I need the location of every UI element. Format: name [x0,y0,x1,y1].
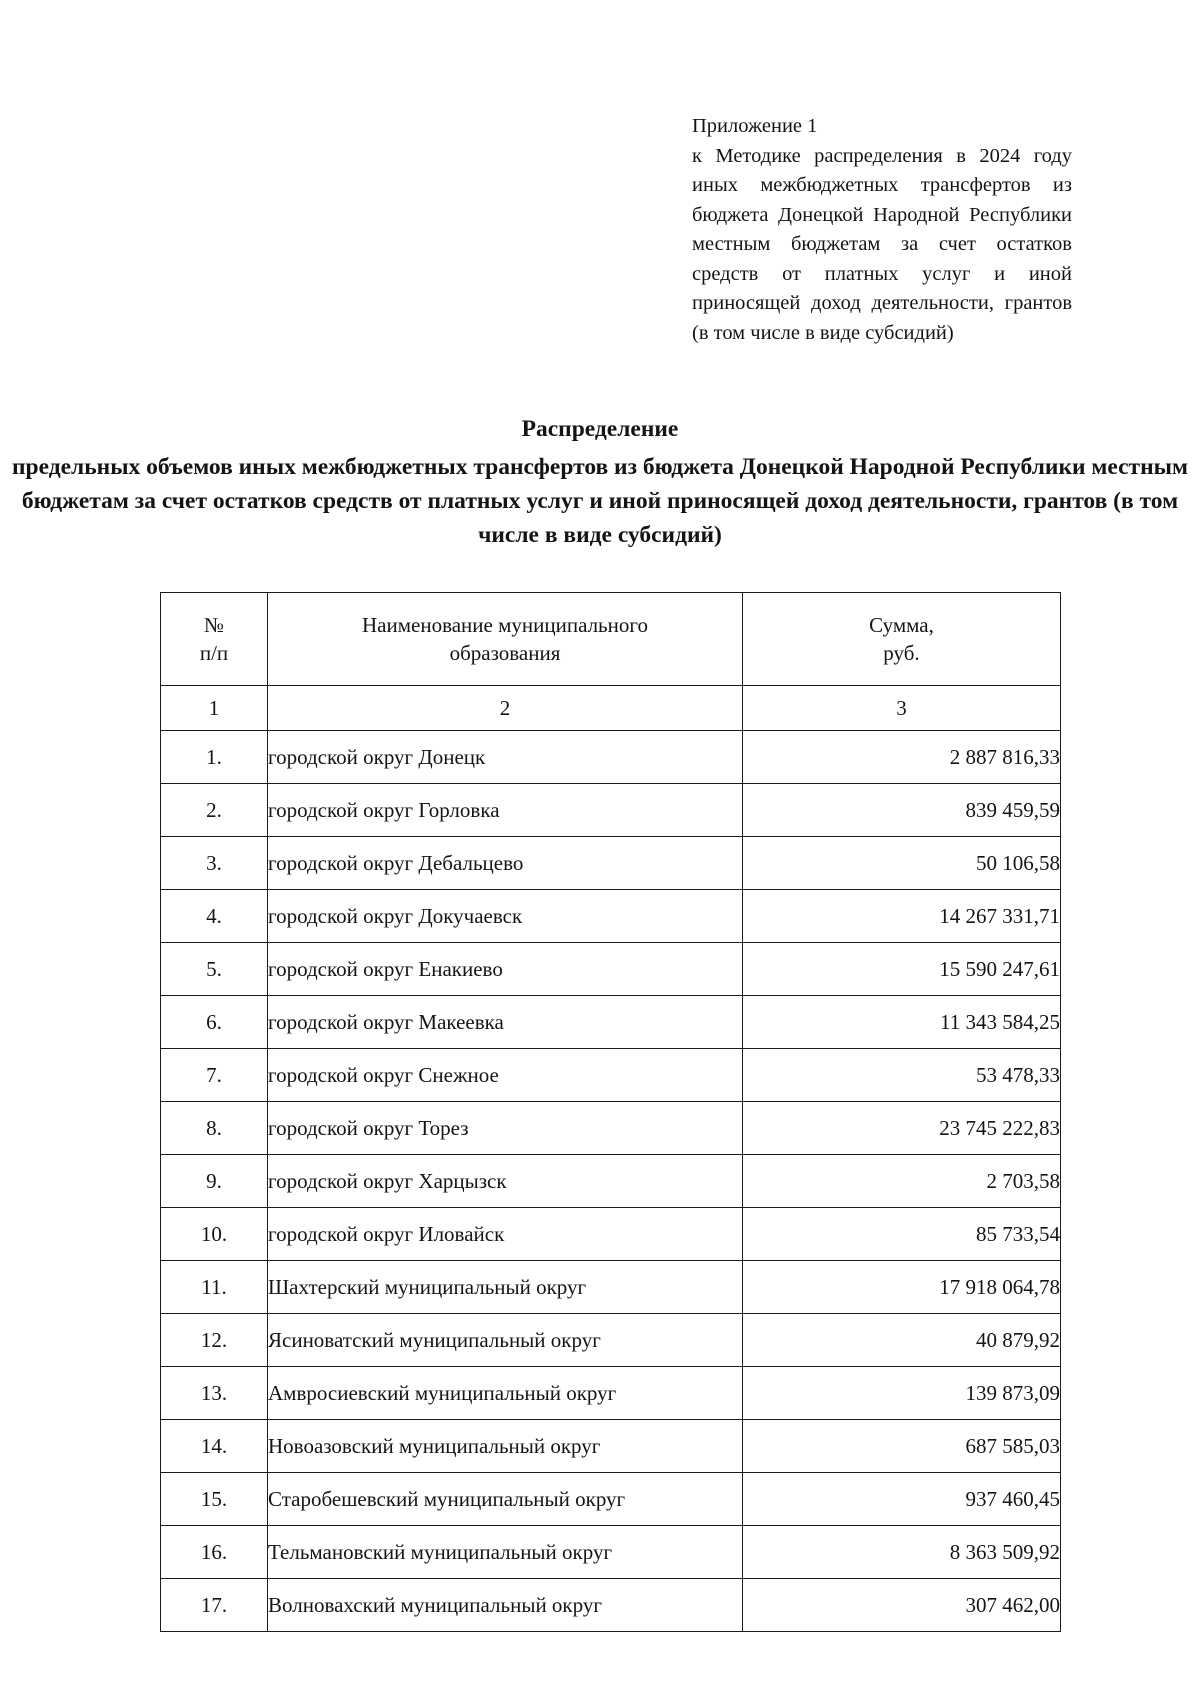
row-municipality-name: городской округ Макеевка [268,996,743,1049]
column-header-name-line1: Наименование муниципального [362,613,648,637]
table-row [161,1526,1061,1579]
column-header-number [161,593,268,686]
row-amount: 11 343 584,25 [743,996,1061,1049]
row-municipality-name: городской округ Енакиево [268,943,743,996]
row-amount: 8 363 509,92 [743,1526,1061,1579]
table-header-row [161,593,1061,686]
table-row [161,1367,1061,1420]
row-municipality-name: городской округ Докучаевск [268,890,743,943]
row-municipality-name: городской округ Донецк [268,731,743,784]
appendix-number: Приложение 1 [692,115,818,137]
distribution-table-wrapper [160,592,1060,1632]
row-municipality-name: Амвросиевский муниципальный округ [268,1367,743,1420]
row-amount: 14 267 331,71 [743,890,1061,943]
row-index: 2. [161,784,268,837]
column-header-number-line2: п/п [199,641,229,665]
row-municipality-name: городской округ Снежное [268,1049,743,1102]
row-amount: 17 918 064,78 [743,1261,1061,1314]
table-row [161,1155,1061,1208]
row-municipality-name: Тельмановский муниципальный округ [268,1526,743,1579]
row-municipality-name: городской округ Иловайск [268,1208,743,1261]
row-index: 9. [161,1155,268,1208]
column-header-amount [743,593,1061,686]
row-amount: 139 873,09 [743,1367,1061,1420]
row-municipality-name: Волновахский муниципальный округ [268,1579,743,1632]
appendix-description: к Методике распределения в 2024 году иных межбюджетных трансфертов из бюджета Донецкой Народной Республики местным бюджетам за счет остатков средств от платных услуг и иной приносящей доход деятельности, грантов (в том числе в виде субсидий) [692,144,1072,344]
table-row [161,1579,1061,1632]
row-index: 16. [161,1526,268,1579]
table-row [161,1473,1061,1526]
row-index: 8. [161,1102,268,1155]
table-row [161,890,1061,943]
row-municipality-name: Шахтерский муниципальный округ [268,1261,743,1314]
row-amount: 839 459,59 [743,784,1061,837]
row-amount: 40 879,92 [743,1314,1061,1367]
column-header-amount-line1: Сумма, [869,613,934,637]
table-row [161,1208,1061,1261]
row-municipality-name: Ясиноватский муниципальный округ [268,1314,743,1367]
row-amount: 50 106,58 [743,837,1061,890]
row-index: 1. [161,731,268,784]
row-amount: 2 887 816,33 [743,731,1061,784]
title-subtitle: предельных объемов иных межбюджетных трансфертов из бюджета Донецкой Народной Республики местным бюджетам за счет остатков средств от платных услуг и иной приносящей доход деятельности, грантов (в том числе в виде субсидий) [12,454,1188,548]
title-main: Распределение [521,416,679,442]
column-number-3: 3 [743,686,1061,731]
table-row [161,996,1061,1049]
row-amount: 15 590 247,61 [743,943,1061,996]
row-index: 5. [161,943,268,996]
row-index: 14. [161,1420,268,1473]
appendix-reference-block [692,112,1072,348]
table-row [161,943,1061,996]
table-row [161,1102,1061,1155]
row-amount: 937 460,45 [743,1473,1061,1526]
table-body [161,731,1061,1632]
row-amount: 2 703,58 [743,1155,1061,1208]
table-row [161,1420,1061,1473]
row-index: 12. [161,1314,268,1367]
table-row [161,837,1061,890]
row-index: 15. [161,1473,268,1526]
row-municipality-name: Новоазовский муниципальный округ [268,1420,743,1473]
table-row [161,1049,1061,1102]
row-index: 11. [161,1261,268,1314]
row-amount: 85 733,54 [743,1208,1061,1261]
row-municipality-name: городской округ Харцызск [268,1155,743,1208]
column-number-row [161,686,1061,731]
row-municipality-name: городской округ Торез [268,1102,743,1155]
column-header-amount-line2: руб. [883,641,920,665]
row-amount: 23 745 222,83 [743,1102,1061,1155]
table-row [161,784,1061,837]
row-amount: 687 585,03 [743,1420,1061,1473]
table-row [161,1314,1061,1367]
row-municipality-name: городской округ Горловка [268,784,743,837]
row-municipality-name: Старобешевский муниципальный округ [268,1473,743,1526]
row-index: 7. [161,1049,268,1102]
page-title [0,412,1200,552]
row-index: 4. [161,890,268,943]
row-index: 3. [161,837,268,890]
distribution-table [160,592,1061,1632]
column-header-name [268,593,743,686]
row-index: 13. [161,1367,268,1420]
row-index: 17. [161,1579,268,1632]
row-municipality-name: городской округ Дебальцево [268,837,743,890]
table-row [161,1261,1061,1314]
column-number-1: 1 [161,686,268,731]
column-header-number-line1: № [203,613,225,637]
column-number-2: 2 [268,686,743,731]
table-row [161,731,1061,784]
column-header-name-line2: образования [449,641,561,665]
row-amount: 53 478,33 [743,1049,1061,1102]
table-head [161,593,1061,731]
row-index: 6. [161,996,268,1049]
row-amount: 307 462,00 [743,1579,1061,1632]
row-index: 10. [161,1208,268,1261]
